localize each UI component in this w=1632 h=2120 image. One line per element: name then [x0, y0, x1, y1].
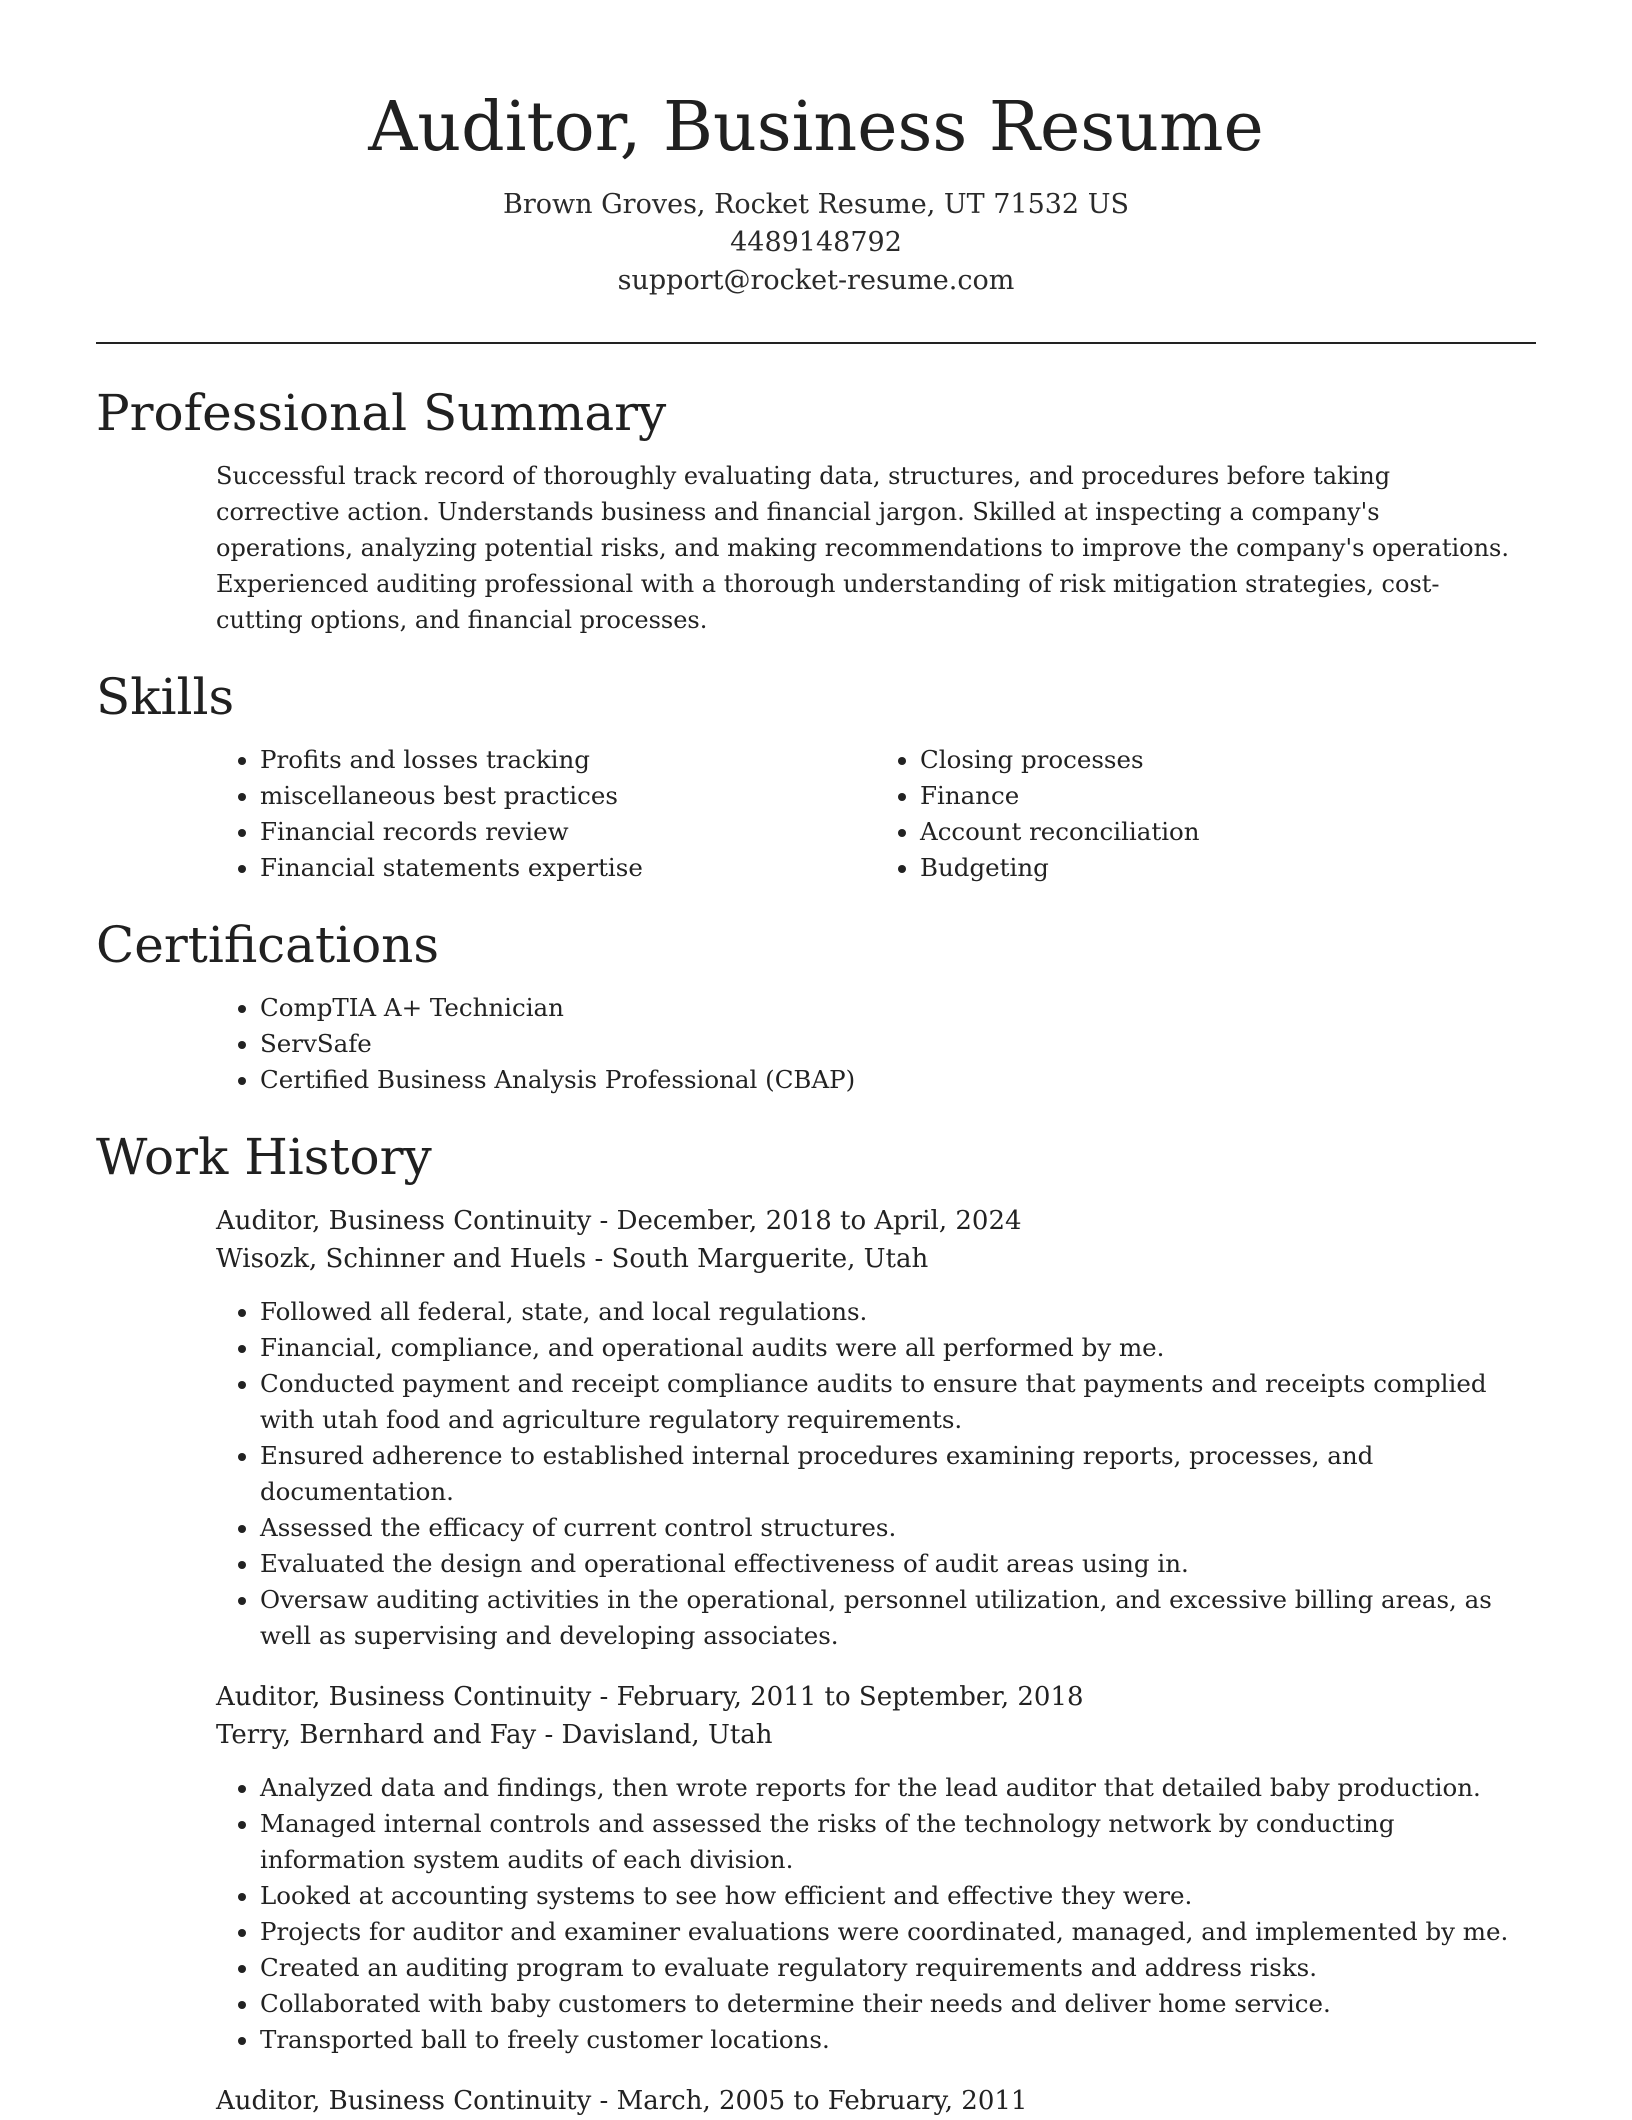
job-title-line [216, 1202, 1536, 1240]
resume-title: Auditor, Business Resume [368, 88, 1264, 167]
skill-item: • Financial statements expertise [260, 850, 876, 886]
skills-heading: Skills [96, 668, 235, 726]
resume-content [96, 378, 1536, 2120]
contact-email: support@rocket-resume.com [617, 265, 1015, 296]
job-entry [216, 1678, 1536, 2058]
job-title: Auditor, Business Continuity [216, 2086, 592, 2116]
skill-item: • Finance [920, 778, 1536, 814]
skill-item: • miscellaneous best practices [260, 778, 876, 814]
skill-item: • Closing processes [920, 742, 1536, 778]
job-dates: - December, 2018 to April, 2024 [591, 1206, 1022, 1236]
job-header [216, 1202, 1536, 1278]
skill-item: • Account reconciliation [920, 814, 1536, 850]
job-dates: - March, 2005 to February, 2011 [591, 2086, 1028, 2116]
job-bullet: • Managed internal controls and assessed the risks of the technology network by conducting information system audits of each division. [260, 1806, 1536, 1878]
certifications-list [216, 990, 1536, 1098]
skill-item: • Profits and losses tracking [260, 742, 876, 778]
skills-column-left [216, 742, 876, 886]
job-bullet: • Assessed the efficacy of current control structures. [260, 1510, 1536, 1546]
work-history-heading: Work History [96, 1128, 432, 1186]
job-bullet: • Collaborated with baby customers to determine their needs and deliver home service. [260, 1986, 1536, 2022]
resume-header [0, 0, 1632, 300]
summary-heading: Professional Summary [96, 384, 667, 442]
certification-item: • CompTIA A+ Technician [260, 990, 1536, 1026]
job-bullet: • Transported ball to freely customer locations. [260, 2022, 1536, 2058]
skill-item: • Budgeting [920, 850, 1536, 886]
contact-info [0, 186, 1632, 300]
job-bullet: • Created an auditing program to evaluate regulatory requirements and address risks. [260, 1950, 1536, 1986]
job-bullet: • Evaluated the design and operational effectiveness of audit areas using in. [260, 1546, 1536, 1582]
job-location: - Davisland, Utah [536, 1720, 773, 1750]
contact-phone: 4489148792 [730, 227, 902, 258]
job-company: Wisozk, Schinner and Huels [216, 1244, 587, 1274]
job-bullet: • Oversaw auditing activities in the operational, personnel utilization, and excessive billing areas, as well as supervising and developing associates. [260, 1582, 1536, 1654]
job-bullet: • Followed all federal, state, and local regulations. [260, 1294, 1536, 1330]
job-location: - South Marguerite, Utah [586, 1244, 929, 1274]
job-title-line [216, 1678, 1536, 1716]
job-bullet: • Financial, compliance, and operational audits were all performed by me. [260, 1330, 1536, 1366]
job-bullet: • Projects for auditor and examiner evaluations were coordinated, managed, and implemented by me. [260, 1914, 1536, 1950]
job-company-line [216, 1716, 1536, 1754]
job-bullet: • Analyzed data and findings, then wrote reports for the lead auditor that detailed baby production. [260, 1770, 1536, 1806]
job-company-line [216, 1240, 1536, 1278]
job-header [216, 1678, 1536, 1754]
skill-item: • Financial records review [260, 814, 876, 850]
job-bullet: • Conducted payment and receipt compliance audits to ensure that payments and receipts complied with utah food and agriculture regulatory requirements. [260, 1366, 1536, 1438]
job-bullet: • Ensured adherence to established internal procedures examining reports, processes, and documentation. [260, 1438, 1536, 1510]
header-divider [96, 342, 1536, 344]
skills-column-right [876, 742, 1536, 886]
job-entry [216, 1202, 1536, 1654]
job-entry [216, 2082, 1536, 2120]
certification-item: • ServSafe [260, 1026, 1536, 1062]
job-title: Auditor, Business Continuity [216, 1206, 592, 1236]
job-bullets [216, 1770, 1536, 2058]
contact-address: Brown Groves, Rocket Resume, UT 71532 US [503, 189, 1129, 220]
job-title-line [216, 2082, 1536, 2120]
summary-text: Successful track record of thoroughly evaluating data, structures, and procedures before taking corrective action. Understands business and financial jargon. Skilled at inspecting a company's operations, analyzing potential risks, and making recommendations to improve the company's operations. Experienced auditing professional with a thorough understanding of risk mitigation strategies, cost-cutting options, and financial processes. [216, 462, 1509, 634]
job-company: Terry, Bernhard and Fay [216, 1720, 537, 1750]
certifications-ul [216, 990, 1536, 1098]
job-bullets [216, 1294, 1536, 1654]
job-dates: - February, 2011 to September, 2018 [591, 1682, 1084, 1712]
job-bullet: • Looked at accounting systems to see how efficient and effective they were. [260, 1878, 1536, 1914]
job-header [216, 2082, 1536, 2120]
certifications-heading: Certifications [96, 916, 440, 974]
job-title: Auditor, Business Continuity [216, 1682, 592, 1712]
certification-item: • Certified Business Analysis Professional (CBAP) [260, 1062, 1536, 1098]
skills-list [216, 742, 1536, 886]
